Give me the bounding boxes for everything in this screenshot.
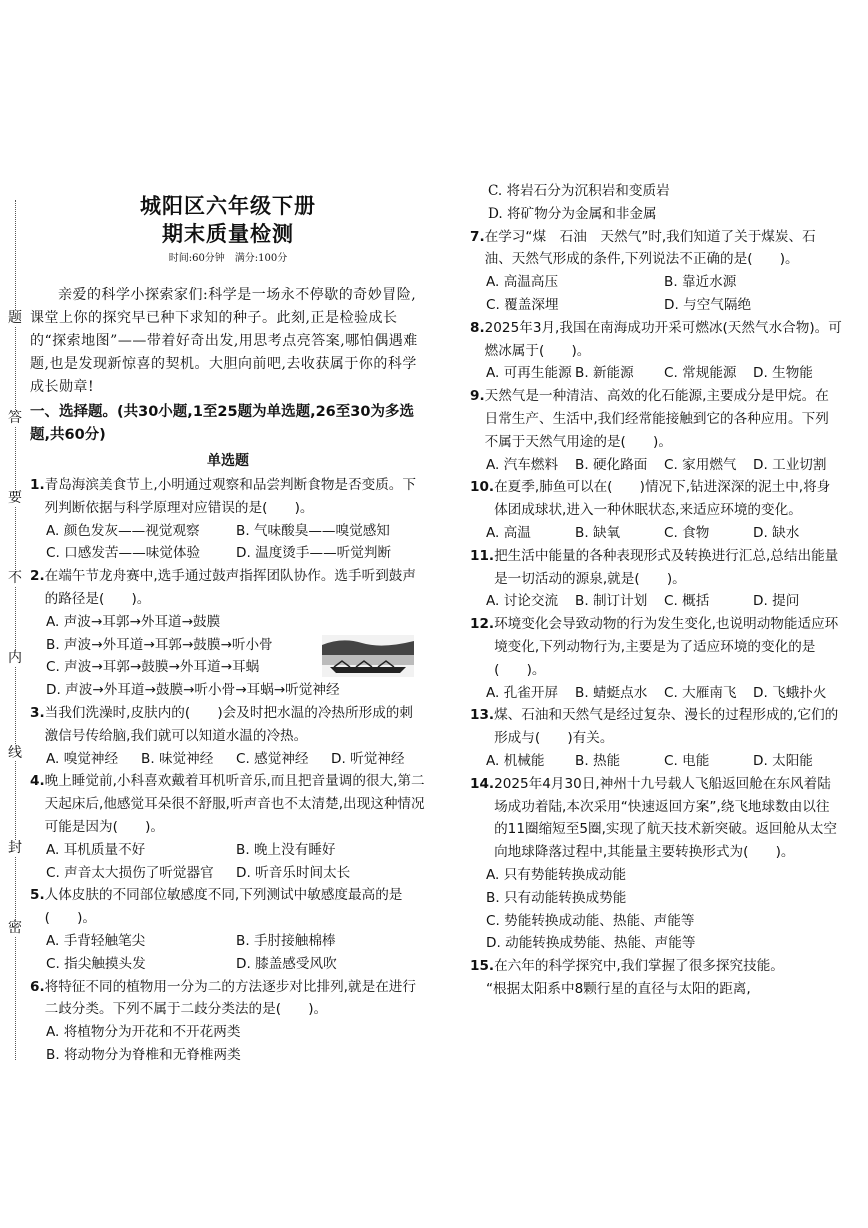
question-5 xyxy=(30,884,426,975)
question-stem xyxy=(470,613,842,681)
question-stem xyxy=(470,385,842,453)
option-a[interactable]: A. 声波→耳郭→外耳道→鼓膜 xyxy=(46,613,221,630)
question-stem xyxy=(30,884,426,930)
option-d[interactable]: D. 动能转换成势能、热能、声能等 xyxy=(486,935,696,952)
q6-continued-options xyxy=(470,180,842,226)
question-2 xyxy=(30,565,426,702)
question-stem xyxy=(30,770,426,838)
option-a[interactable]: A. 高温 xyxy=(486,524,531,541)
option-d[interactable]: D. 声波→外耳道→鼓膜→听小骨→耳蜗→听觉神经 xyxy=(46,682,340,699)
option-a[interactable]: A. 高温高压 xyxy=(486,274,559,291)
single-choice-heading: 单选题 xyxy=(207,453,249,469)
question-stem xyxy=(470,704,842,750)
intro-paragraph: 亲爱的科学小探索家们:科学是一场永不停歇的奇妙冒险,课堂上你的探究早已种下求知的种子。此刻,正是检验成长的“探索地图”——带着好奇出发,用思考点亮答案,哪怕偶遇难题,也是发现新惊喜的契机。大胆向前吧,去收获属于你的科学成长勋章! xyxy=(30,287,418,395)
question-text: 环境变化会导致动物的行为发生变化,也说明动物能适应环境变化,下列动物行为,主要是为了适应环境的变化的是( )。 xyxy=(494,616,839,678)
question-text: 2025年3月,我国在南海成功开采可燃冰(天然气水合物)。可燃冰属于( )。 xyxy=(484,319,842,359)
option-c[interactable]: C. 大雁南飞 xyxy=(664,684,737,701)
option-c[interactable]: C. 食物 xyxy=(664,524,710,541)
option-b[interactable]: B. 靠近水源 xyxy=(664,274,737,291)
question-stem xyxy=(30,702,426,748)
option-d[interactable]: D. 缺水 xyxy=(753,524,800,541)
option-c[interactable]: C. 常规能源 xyxy=(664,365,737,382)
question-text: 2025年4月30日,神州十九号载人飞船返回舱在东风着陆场成功着陆,本次采用“快速返回方案”,绕飞地球数由以往的11圈缩短至5圈,实现了航天技术新突破。返回舱从太空向地球降落过程中,其能量主要转换形式为( )。 xyxy=(494,775,838,861)
question-text: 青岛海滨美食节上,小明通过观察和品尝判断食物是否变质。下列判断依据与科学原理对应错误的是( )。 xyxy=(44,477,416,516)
question-1 xyxy=(30,474,426,565)
option-b[interactable]: B. 晚上没有睡好 xyxy=(236,841,336,858)
question-stem xyxy=(470,955,842,978)
question-number: 9. xyxy=(470,388,485,405)
binding-margin xyxy=(0,200,30,1060)
question-8 xyxy=(470,317,842,385)
option-b[interactable]: B. 将动物分为脊椎和无脊椎两类 xyxy=(46,1046,241,1063)
question-text: 人体皮肤的不同部位敏感度不同,下列测试中敏感度最高的是( )。 xyxy=(44,887,403,927)
option-d[interactable]: D. 将矿物分为金属和非金属 xyxy=(488,205,657,222)
option-a[interactable]: A. 嗅觉神经 xyxy=(46,750,119,767)
options xyxy=(470,522,842,545)
left-question-list xyxy=(30,474,426,1067)
right-column xyxy=(470,180,842,1001)
option-b[interactable]: B. 新能源 xyxy=(575,365,634,382)
option-a[interactable]: A. 汽车燃料 xyxy=(486,456,559,473)
question-3 xyxy=(30,702,426,770)
question-stem xyxy=(30,565,426,611)
binding-char: 要 xyxy=(4,490,26,506)
option-b[interactable]: B. 热能 xyxy=(575,752,621,769)
option-c[interactable]: C. 感觉神经 xyxy=(236,750,309,767)
question-text: 煤、石油和天然气是经过复杂、漫长的过程形成的,它们的形成与( )有关。 xyxy=(494,707,839,747)
options xyxy=(470,590,842,613)
option-a[interactable]: A. 耳机质量不好 xyxy=(46,841,146,858)
exam-title-line1: 城阳区六年级下册 xyxy=(140,193,316,218)
option-d[interactable]: D. 听音乐时间太长 xyxy=(236,864,351,881)
question-text: 在学习“煤 石油 天然气”时,我们知道了关于煤炭、石油、天然气形成的条件,下列说法不正确的是( )。 xyxy=(484,228,816,268)
option-d[interactable]: D. 飞蛾扑火 xyxy=(753,684,827,701)
question-text: 晚上睡觉前,小科喜欢戴着耳机听音乐,而且把音量调的很大,第二天起床后,他感觉耳朵很不舒服,听声音也不太清楚,出现这种情况可能是因为( )。 xyxy=(44,773,425,835)
options xyxy=(30,611,426,702)
exam-time-score: 时间:60分钟 满分:100分 xyxy=(168,253,288,264)
option-d[interactable]: D. 温度烫手——听觉判断 xyxy=(236,545,392,562)
question-number: 4. xyxy=(30,773,45,790)
question-10 xyxy=(470,476,842,544)
option-c[interactable]: C. 声音太大损伤了听觉器官 xyxy=(46,864,214,881)
question-stem xyxy=(470,317,842,363)
binding-char: 答 xyxy=(4,410,26,426)
question-number: 7. xyxy=(470,228,485,245)
option-c[interactable]: C. 声波→耳郭→鼓膜→外耳道→耳蜗 xyxy=(46,659,260,676)
option-d[interactable]: D. 太阳能 xyxy=(753,752,813,769)
question-13 xyxy=(470,704,842,772)
question-number: 12. xyxy=(470,616,495,633)
binding-char: 不 xyxy=(4,570,26,586)
option-b[interactable]: B. 蜻蜓点水 xyxy=(575,684,648,701)
option-c[interactable]: C. 概括 xyxy=(664,593,710,610)
option-d[interactable]: D. 工业切割 xyxy=(753,456,827,473)
option-a[interactable]: A. 手背轻触笔尖 xyxy=(46,932,146,949)
question-text: 天然气是一种清洁、高效的化石能源,主要成分是甲烷。在日常生产、生活中,我们经常能接触到它的各种应用。下列不属于天然气用途的是( )。 xyxy=(484,388,829,450)
options xyxy=(470,454,842,477)
binding-char: 题 xyxy=(4,310,26,326)
question-text: 在端午节龙舟赛中,选手通过鼓声指挥团队协作。选手听到鼓声的路径是( )。 xyxy=(44,568,416,607)
question-stem xyxy=(470,476,842,522)
question-4 xyxy=(30,770,426,884)
binding-char: 密 xyxy=(4,920,26,936)
question-stem xyxy=(470,773,842,864)
options xyxy=(30,748,426,771)
option-c[interactable]: C. 口感发苦——味觉体验 xyxy=(46,545,201,562)
options xyxy=(470,362,842,385)
option-b[interactable]: B. 声波→外耳道→耳郭→鼓膜→听小骨 xyxy=(46,636,273,653)
option-b[interactable]: B. 缺氧 xyxy=(575,524,621,541)
option-a[interactable]: A. 可再生能源 xyxy=(486,365,572,382)
question-number: 2. xyxy=(30,568,45,585)
option-b[interactable]: B. 制订计划 xyxy=(575,593,648,610)
options xyxy=(30,520,426,566)
options xyxy=(30,1021,426,1067)
question-number: 15. xyxy=(470,958,495,975)
question-9 xyxy=(470,385,842,476)
exam-title-line2: 期末质量检测 xyxy=(162,221,294,246)
question-6 xyxy=(30,976,426,1067)
options xyxy=(30,930,426,976)
question-15 xyxy=(470,955,842,978)
question-text: 将特征不同的植物用一分为二的方法逐步对比排列,就是在进行二歧分类。下列不属于二歧分类法的是( )。 xyxy=(44,978,416,1018)
question-number: 11. xyxy=(470,547,495,564)
question-number: 13. xyxy=(470,707,495,724)
options xyxy=(30,839,426,885)
options xyxy=(470,864,842,955)
option-d[interactable]: D. 生物能 xyxy=(753,365,813,382)
option-c[interactable]: C. 势能转换成动能、热能、声能等 xyxy=(486,912,695,929)
option-d[interactable]: D. 提问 xyxy=(753,593,800,610)
question-text: 在六年的科学探究中,我们掌握了很多探究技能。 xyxy=(494,958,784,975)
question-7 xyxy=(470,226,842,317)
section-heading: 一、选择题。(共30小题,1至25题为单选题,26至30为多选题,共60分) xyxy=(30,404,414,443)
question-11 xyxy=(470,545,842,613)
dragon-boat-photo xyxy=(322,635,414,677)
question-text: 在夏季,肺鱼可以在( )情况下,钻进深深的泥土中,将身体团成球状,进入一种休眠状态,来适应环境的变化。 xyxy=(494,479,831,519)
option-d[interactable]: D. 听觉神经 xyxy=(331,750,405,767)
question-stem xyxy=(470,545,842,591)
option-b[interactable]: B. 只有动能转换成势能 xyxy=(486,889,627,906)
options xyxy=(470,271,842,317)
question-stem xyxy=(30,474,426,520)
option-a[interactable]: A. 孔雀开屏 xyxy=(486,684,559,701)
option-a[interactable]: A. 机械能 xyxy=(486,752,545,769)
option-b[interactable]: B. 硬化路面 xyxy=(575,456,648,473)
option-c[interactable]: C. 电能 xyxy=(664,752,710,769)
option-c[interactable]: C. 覆盖深埋 xyxy=(486,296,559,313)
option-d[interactable]: D. 与空气隔绝 xyxy=(664,296,752,313)
right-question-list xyxy=(470,226,842,978)
option-c[interactable]: C. 指尖触摸头发 xyxy=(46,955,146,972)
question-text: 当我们洗澡时,皮肤内的( )会及时把水温的冷热所形成的刺激信号传给脑,我们就可以知道水温的冷热。 xyxy=(44,704,413,744)
binding-char: 线 xyxy=(4,745,26,761)
option-b[interactable]: B. 手肘接触棉棒 xyxy=(236,932,336,949)
option-c[interactable]: C. 将岩石分为沉积岩和变质岩 xyxy=(488,183,670,199)
option-a[interactable]: A. 讨论交流 xyxy=(486,593,559,610)
option-a[interactable]: A. 只有势能转换成动能 xyxy=(486,866,627,883)
question-number: 8. xyxy=(470,319,485,336)
question-text: 把生活中能量的各种表现形式及转换进行汇总,总结出能量是一切活动的源泉,就是( )。 xyxy=(494,547,839,587)
left-column xyxy=(30,192,426,1067)
option-d[interactable]: D. 膝盖感受风吹 xyxy=(236,955,337,972)
question-number: 6. xyxy=(30,978,45,995)
question-stem xyxy=(30,976,426,1022)
binding-char: 封 xyxy=(4,840,26,856)
binding-char: 内 xyxy=(4,650,26,666)
question-14 xyxy=(470,773,842,955)
q15-quote: “根据太阳系中8颗行星的直径与太阳的距离, xyxy=(486,980,751,997)
option-c[interactable]: C. 家用燃气 xyxy=(664,456,737,473)
question-number: 10. xyxy=(470,479,495,496)
option-a[interactable]: A. 将植物分为开花和不开花两类 xyxy=(46,1024,241,1041)
option-b[interactable]: B. 味觉神经 xyxy=(141,750,214,767)
question-number: 3. xyxy=(30,704,45,721)
question-number: 5. xyxy=(30,887,45,904)
question-12 xyxy=(470,613,842,704)
option-b[interactable]: B. 气味酸臭——嗅觉感知 xyxy=(236,522,390,539)
question-number: 14. xyxy=(470,775,495,792)
options xyxy=(470,750,842,773)
question-stem xyxy=(470,226,842,272)
question-number: 1. xyxy=(30,477,45,493)
option-a[interactable]: A. 颜色发灰——视觉观察 xyxy=(46,522,200,539)
options xyxy=(470,682,842,705)
